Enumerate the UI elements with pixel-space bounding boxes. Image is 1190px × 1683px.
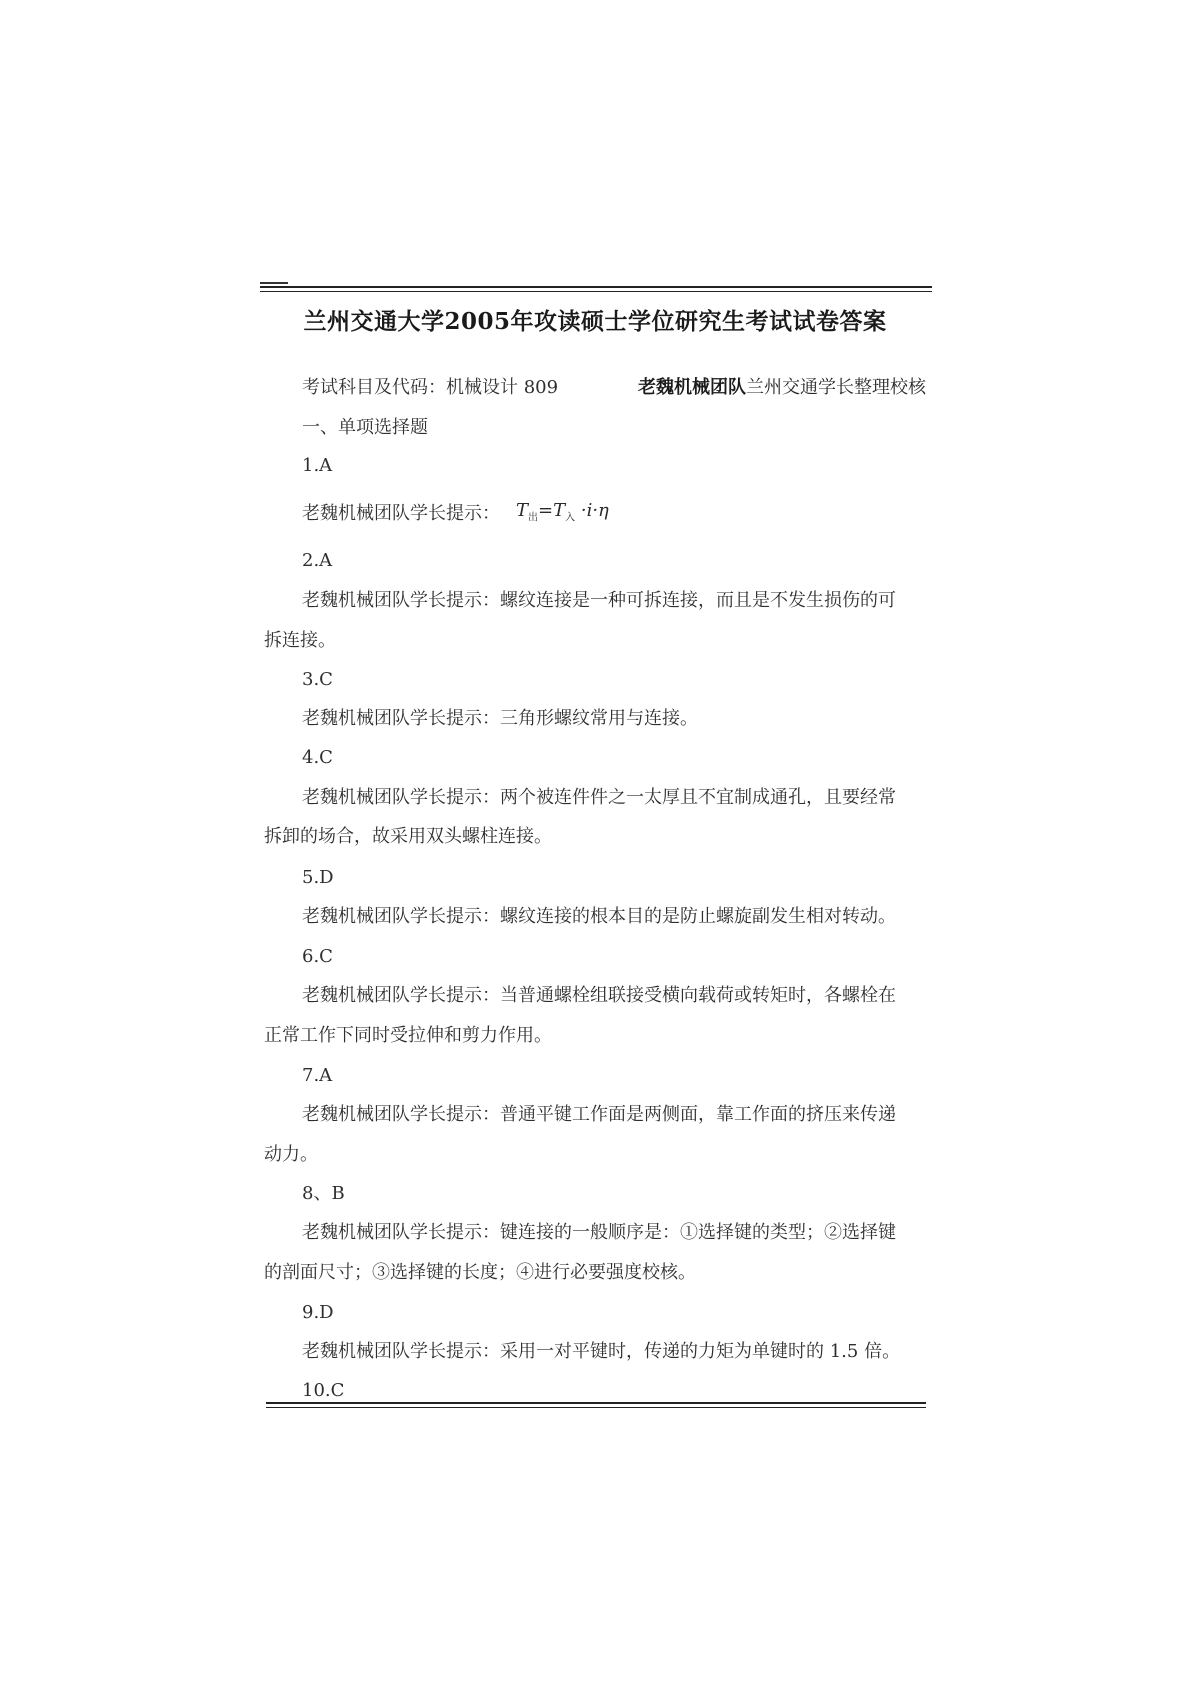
team-note: 兰州交通学长整理校核: [746, 377, 926, 398]
hint-6-cont: 正常工作下同时受拉伸和剪力作用。: [264, 1025, 552, 1046]
answer-7: 7.A: [302, 1065, 333, 1086]
bottom-rule-thin: [266, 1407, 926, 1408]
answer-3: 3.C: [302, 669, 333, 690]
header-tick: [260, 282, 288, 284]
answer-5: 5.D: [302, 867, 334, 888]
top-rule-thin: [260, 291, 932, 292]
answer-9: 9.D: [302, 1302, 334, 1323]
hint-2: 老魏机械团队学长提示：螺纹连接是一种可拆连接，而且是不发生损伤的可: [302, 590, 896, 611]
torque-formula: $T_出=T_入 \cdot i\cdot\eta$: [516, 500, 609, 524]
hint-6: 老魏机械团队学长提示：当普通螺栓组联接受横向载荷或转矩时，各螺栓在: [302, 985, 896, 1006]
hint-8: 老魏机械团队学长提示：键连接的一般顺序是：①选择键的类型；②选择键: [302, 1222, 896, 1243]
answer-4: 4.C: [302, 747, 333, 768]
hint-7: 老魏机械团队学长提示：普通平键工作面是两侧面，靠工作面的挤压来传递: [302, 1104, 896, 1125]
exam-subject: 考试科目及代码：机械设计 809: [302, 377, 559, 398]
answer-1: 1.A: [302, 455, 333, 476]
hint-2-cont: 拆连接。: [264, 630, 336, 651]
bottom-rule: [266, 1402, 926, 1404]
answer-2: 2.A: [302, 550, 333, 571]
hint-1: 老魏机械团队学长提示：: [302, 503, 500, 524]
hint-3: 老魏机械团队学长提示：三角形螺纹常用与连接。: [302, 708, 698, 729]
answer-6: 6.C: [302, 946, 333, 967]
hint-5: 老魏机械团队学长提示：螺纹连接的根本目的是防止螺旋副发生相对转动。: [302, 906, 896, 927]
top-rule: [260, 286, 932, 288]
section-title: 一、单项选择题: [302, 417, 428, 438]
team-credit: [638, 376, 926, 400]
answer-10: 10.C: [302, 1380, 345, 1401]
hint-9: 老魏机械团队学长提示：采用一对平键时，传递的力矩为单键时的 1.5 倍。: [302, 1341, 901, 1362]
team-name: 老魏机械团队: [638, 377, 746, 398]
hint-4: 老魏机械团队学长提示：两个被连件件之一太厚且不宜制成通孔，且要经常: [302, 787, 896, 808]
document-title: 兰州交通大学2005年攻读硕士学位研究生考试试卷答案: [303, 308, 887, 335]
answer-8: 8、B: [302, 1183, 345, 1204]
hint-8-cont: 的剖面尺寸；③选择键的长度；④进行必要强度校核。: [264, 1262, 696, 1283]
hint-4-cont: 拆卸的场合，故采用双头螺柱连接。: [264, 826, 552, 847]
hint-7-cont: 动力。: [264, 1144, 318, 1165]
